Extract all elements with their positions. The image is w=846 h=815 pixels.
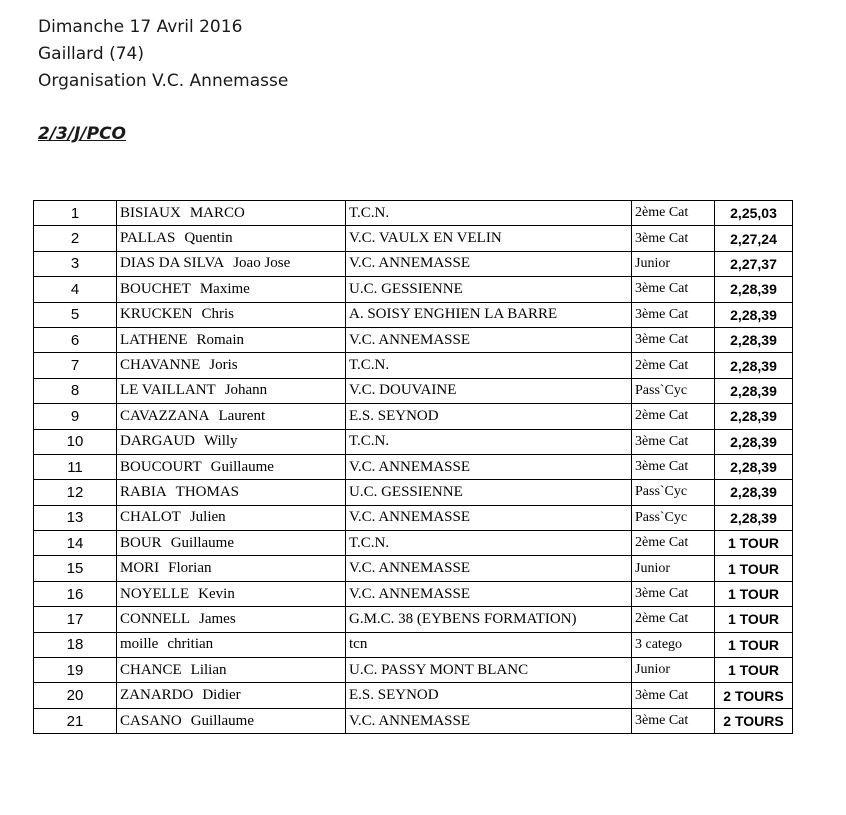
rider-name-cell [117, 201, 346, 226]
club-cell: V.C. ANNEMASSE [346, 556, 632, 581]
document-header [38, 14, 288, 95]
time-cell: 2,28,39 [715, 302, 793, 327]
rider-first-name: Joao Jose [233, 255, 291, 272]
results-table-body [34, 201, 793, 734]
rider-category-cell: 3ème Cat [632, 226, 715, 251]
rider-first-name: Guillaume [210, 458, 274, 475]
club-cell: V.C. ANNEMASSE [346, 251, 632, 276]
rider-name-cell [117, 505, 346, 530]
rank-cell: 6 [34, 327, 117, 352]
table-row [34, 429, 793, 454]
time-cell: 1 TOUR [715, 658, 793, 683]
time-cell: 2,28,39 [715, 327, 793, 352]
club-cell: E.S. SEYNOD [346, 683, 632, 708]
table-row [34, 531, 793, 556]
rider-first-name: Lilian [190, 661, 227, 678]
rider-first-name: Maxime [199, 280, 250, 297]
rider-name-cell [117, 556, 346, 581]
race-category-title: 2/3/J/PCO [38, 124, 126, 144]
table-row [34, 658, 793, 683]
table-row [34, 480, 793, 505]
time-cell: 2,28,39 [715, 480, 793, 505]
time-cell: 2,27,24 [715, 226, 793, 251]
table-row [34, 404, 793, 429]
rider-first-name: Guillaume [190, 712, 255, 729]
event-date: Dimanche 17 Avril 2016 [38, 17, 243, 37]
rank-cell: 20 [34, 683, 117, 708]
time-cell: 2,28,39 [715, 353, 793, 378]
club-cell: T.C.N. [346, 353, 632, 378]
rank-cell: 14 [34, 531, 117, 556]
time-cell: 1 TOUR [715, 607, 793, 632]
time-cell: 2 TOURS [715, 683, 793, 708]
table-row [34, 454, 793, 479]
rider-category-cell: 2ème Cat [632, 607, 715, 632]
rider-last-name: LATHENE [120, 331, 188, 348]
table-row [34, 226, 793, 251]
club-cell: T.C.N. [346, 531, 632, 556]
rider-category-cell: Pass`Cyc [632, 480, 715, 505]
rider-category-cell: Junior [632, 556, 715, 581]
rider-category-cell: 3ème Cat [632, 302, 715, 327]
rider-category-cell: 2ème Cat [632, 201, 715, 226]
club-cell: V.C. ANNEMASSE [346, 708, 632, 733]
time-cell: 1 TOUR [715, 581, 793, 606]
table-row [34, 378, 793, 403]
time-cell: 1 TOUR [715, 632, 793, 657]
rider-last-name: KRUCKEN [120, 306, 193, 323]
rank-cell: 3 [34, 251, 117, 276]
rider-name-cell [117, 429, 346, 454]
rider-first-name: Quentin [184, 230, 233, 247]
table-row [34, 251, 793, 276]
rider-name-cell [117, 226, 346, 251]
rank-cell: 17 [34, 607, 117, 632]
time-cell: 2,28,39 [715, 429, 793, 454]
rank-cell: 15 [34, 556, 117, 581]
table-row [34, 683, 793, 708]
table-row [34, 302, 793, 327]
rider-category-cell: 3ème Cat [632, 708, 715, 733]
rider-last-name: NOYELLE [120, 585, 190, 602]
rank-cell: 5 [34, 302, 117, 327]
rider-category-cell: Pass`Cyc [632, 378, 715, 403]
rider-category-cell: Junior [632, 658, 715, 683]
rider-last-name: DARGAUD [120, 433, 195, 450]
rider-name-cell [117, 404, 346, 429]
rider-first-name: chritian [167, 636, 214, 653]
club-cell: T.C.N. [346, 201, 632, 226]
rider-first-name: Joris [209, 357, 238, 374]
rider-category-cell: 3ème Cat [632, 327, 715, 352]
rider-first-name: Didier [202, 687, 241, 704]
rider-last-name: LE VAILLANT [120, 382, 216, 399]
rank-cell: 21 [34, 708, 117, 733]
rider-last-name: moille [120, 636, 159, 653]
club-cell: V.C. DOUVAINE [346, 378, 632, 403]
rider-name-cell [117, 658, 346, 683]
club-cell: V.C. ANNEMASSE [346, 454, 632, 479]
rider-last-name: MORI [120, 560, 160, 577]
rider-last-name: CONNELL [120, 610, 190, 627]
rank-cell: 7 [34, 353, 117, 378]
rider-last-name: ZANARDO [120, 687, 194, 704]
table-row [34, 708, 793, 733]
rider-first-name: Guillaume [170, 534, 235, 551]
time-cell: 2,28,39 [715, 454, 793, 479]
time-cell: 2 TOURS [715, 708, 793, 733]
event-organisation: Organisation V.C. Annemasse [38, 71, 289, 91]
rider-last-name: CASANO [120, 712, 182, 729]
rank-cell: 16 [34, 581, 117, 606]
rider-first-name: James [199, 610, 236, 627]
time-cell: 2,28,39 [715, 404, 793, 429]
rider-last-name: RABIA [120, 483, 167, 500]
rider-last-name: PALLAS [120, 230, 176, 247]
table-row [34, 632, 793, 657]
time-cell: 2,28,39 [715, 277, 793, 302]
rank-cell: 9 [34, 404, 117, 429]
rank-cell: 11 [34, 454, 117, 479]
club-cell: V.C. ANNEMASSE [346, 327, 632, 352]
rider-first-name: Kevin [198, 585, 235, 602]
table-row [34, 277, 793, 302]
rider-category-cell: 2ème Cat [632, 531, 715, 556]
rider-name-cell [117, 683, 346, 708]
club-cell: E.S. SEYNOD [346, 404, 632, 429]
time-cell: 2,28,39 [715, 378, 793, 403]
time-cell: 2,27,37 [715, 251, 793, 276]
rider-category-cell: 3ème Cat [632, 277, 715, 302]
rider-name-cell [117, 454, 346, 479]
rider-category-cell: 3ème Cat [632, 429, 715, 454]
rider-name-cell [117, 302, 346, 327]
table-row [34, 201, 793, 226]
time-cell: 2,25,03 [715, 201, 793, 226]
club-cell: U.C. PASSY MONT BLANC [346, 658, 632, 683]
club-cell: V.C. VAULX EN VELIN [346, 226, 632, 251]
rider-category-cell: 3 catego [632, 632, 715, 657]
rider-name-cell [117, 378, 346, 403]
rider-last-name: CHANCE [120, 661, 182, 678]
club-cell: V.C. ANNEMASSE [346, 581, 632, 606]
rider-first-name: Laurent [218, 407, 266, 424]
club-cell: G.M.C. 38 (EYBENS FORMATION) [346, 607, 632, 632]
rank-cell: 2 [34, 226, 117, 251]
rank-cell: 10 [34, 429, 117, 454]
rider-category-cell: 3ème Cat [632, 581, 715, 606]
rider-last-name: DIAS DA SILVA [120, 255, 225, 272]
rank-cell: 13 [34, 505, 117, 530]
rider-name-cell [117, 708, 346, 733]
club-cell: U.C. GESSIENNE [346, 277, 632, 302]
table-row [34, 505, 793, 530]
rider-last-name: BOUCOURT [120, 458, 202, 475]
rider-name-cell [117, 277, 346, 302]
rider-category-cell: Junior [632, 251, 715, 276]
table-row [34, 581, 793, 606]
rank-cell: 12 [34, 480, 117, 505]
results-table [33, 200, 793, 734]
rider-first-name: Johann [224, 382, 268, 399]
rider-first-name: Florian [168, 560, 212, 577]
rider-category-cell: 2ème Cat [632, 404, 715, 429]
club-cell: T.C.N. [346, 429, 632, 454]
rank-cell: 8 [34, 378, 117, 403]
rider-first-name: Julien [189, 509, 226, 526]
table-row [34, 556, 793, 581]
rank-cell: 4 [34, 277, 117, 302]
rider-first-name: MARCO [189, 204, 245, 221]
club-cell: V.C. ANNEMASSE [346, 505, 632, 530]
rider-name-cell [117, 581, 346, 606]
time-cell: 1 TOUR [715, 556, 793, 581]
rider-category-cell: 3ème Cat [632, 454, 715, 479]
rider-category-cell: 2ème Cat [632, 353, 715, 378]
rank-cell: 1 [34, 201, 117, 226]
rank-cell: 18 [34, 632, 117, 657]
rider-name-cell [117, 480, 346, 505]
club-cell: U.C. GESSIENNE [346, 480, 632, 505]
rank-cell: 19 [34, 658, 117, 683]
event-location: Gaillard (74) [38, 44, 144, 64]
table-row [34, 607, 793, 632]
rider-name-cell [117, 632, 346, 657]
rider-name-cell [117, 327, 346, 352]
rider-first-name: Willy [204, 433, 238, 450]
rider-last-name: BOUCHET [120, 280, 191, 297]
rider-name-cell [117, 531, 346, 556]
rider-last-name: BOUR [120, 534, 162, 551]
rider-first-name: Romain [196, 331, 244, 348]
club-cell: A. SOISY ENGHIEN LA BARRE [346, 302, 632, 327]
rider-last-name: CAVAZZANA [120, 407, 210, 424]
rider-first-name: THOMAS [175, 483, 240, 500]
rider-category-cell: Pass`Cyc [632, 505, 715, 530]
time-cell: 1 TOUR [715, 531, 793, 556]
club-cell: tcn [346, 632, 632, 657]
rider-first-name: Chris [201, 306, 235, 323]
rider-last-name: CHAVANNE [120, 357, 201, 374]
rider-name-cell [117, 251, 346, 276]
rider-last-name: CHALOT [120, 509, 181, 526]
rider-last-name: BISIAUX [120, 204, 181, 221]
rider-category-cell: 3ème Cat [632, 683, 715, 708]
table-row [34, 327, 793, 352]
table-row [34, 353, 793, 378]
rider-name-cell [117, 607, 346, 632]
time-cell: 2,28,39 [715, 505, 793, 530]
rider-name-cell [117, 353, 346, 378]
